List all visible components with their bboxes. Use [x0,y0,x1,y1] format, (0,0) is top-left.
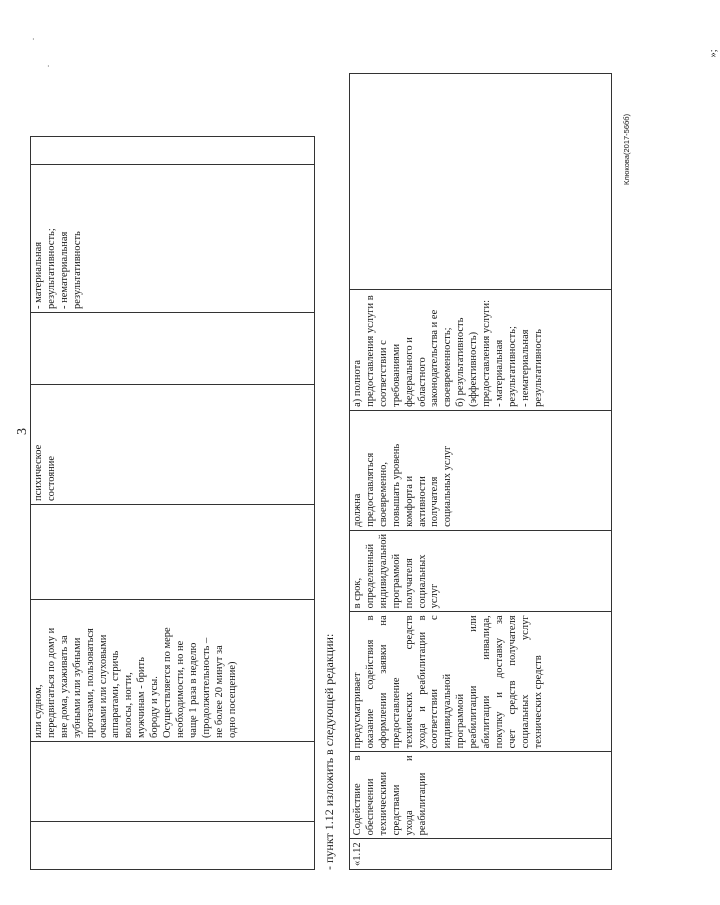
cell-line: соответствии с [377,340,389,407]
cell-line: своевременно, [377,462,389,527]
cell-line: психическое [33,444,44,501]
cell-line: - материальная [493,339,505,407]
cell-line: покупку и доставку за [493,615,505,749]
cell-line: вне дома, ухаживать за [58,635,70,738]
cell-line: передвигаться по дому и [45,627,57,738]
scan-speck: · [32,35,35,44]
cell-line: результативность; [45,228,57,309]
cell-line: предусматривает [352,672,363,749]
service-term-cell [350,530,612,612]
cell-line: ухода и реабилитации в [416,615,428,749]
cell-line: зубными или зубными [71,637,83,738]
top-cell-description [31,600,315,742]
cell-line: комфорта и [403,475,415,527]
cell-line: результативность [71,231,83,309]
cell-line: должна [352,493,363,527]
cell-line: - нематериальная [58,231,70,309]
cell-line: (эффективность) [468,331,480,407]
row-number [350,839,612,870]
top-cell-indicators [31,165,315,313]
cell-line: индивидуальной [442,673,454,749]
cell-line: мужчинам - брить [136,657,148,738]
cell-line: предоставляться [364,452,376,527]
cell-line: федерального и [403,337,415,407]
cell-line: своевременность; [442,327,454,407]
cell-line: Содействие в [352,755,363,836]
cell-line: аппаратами, стричь [110,650,122,738]
page-number: 3 [15,428,30,435]
cell-line: не более 20 минут за [213,645,225,738]
scan-speck: · [47,62,50,71]
cell-line: получателя [429,476,441,527]
cell-line: техническими [377,771,389,836]
cell-line: результативность; [506,326,518,407]
cell-line: - материальная [33,241,44,309]
cell-line: ухода и [403,755,415,836]
cell-line: «1.12 [352,842,363,866]
cell-line: или судном, [33,684,44,738]
table-top [30,136,315,870]
top-cell-conditions [31,313,315,385]
closing-mark: »; [707,49,719,58]
cell-line: требованиями [390,343,402,407]
cell-line: социальных услуг [519,615,531,749]
top-cell-service [31,742,315,822]
cell-line: одно посещение) [226,661,238,738]
cell-line: предоставления услуги в [364,295,376,407]
cell-line: активности [416,476,428,527]
cell-line: предоставления услуги: [481,299,493,407]
service-quality-cell [350,410,612,530]
cell-line: социальных [416,554,428,609]
cell-line: программой [390,553,402,609]
cell-line: технических средств [403,615,415,749]
cell-line: протезами, пользоваться [84,628,96,738]
top-cell-number [31,822,315,870]
cell-line: обеспечении [364,778,376,836]
service-name-cell [350,752,612,839]
cell-line: соответствии с [429,615,441,749]
cell-line: повышать уровень [390,443,402,527]
cell-line: очками или слуховыми [97,634,109,738]
cell-line: б) результативность [455,317,467,407]
service-indicators-cell [350,289,612,410]
table-top-row [31,137,315,870]
cell-line: областного [416,357,428,407]
cell-line: предоставление [390,677,402,749]
cell-line: программой [455,693,467,749]
cell-line: в срок, [352,577,363,609]
cell-line: технических средств [532,655,544,749]
cell-line: реабилитации или [468,615,480,749]
cell-line: состояние [45,455,57,501]
cell-line: счет средств получателя [506,615,518,749]
cell-line: индивидуальной [377,533,389,609]
instruction-text: - пункт 1.12 изложить в следующей редакции: [322,633,336,870]
cell-line: услуг [429,583,441,609]
cell-line: реабилитации [416,772,428,836]
author-stamp: Клюкова(2017-56бб) [622,113,631,185]
cell-line: определенный [364,543,376,609]
top-cell-term [31,505,315,600]
table-bottom-row [350,73,612,869]
cell-line: - нематериальная [519,329,531,407]
cell-line: социальных услуг [442,445,454,527]
cell-line: (продолжительность – [200,637,212,738]
cell-line: необходимости, но не [174,640,186,738]
cell-line: а) полнота [352,360,363,407]
cell-line: волосы, ногти, [123,672,135,738]
cell-line: бороду и усы. [149,676,161,738]
cell-line: чаще 1 раза в неделю [187,642,199,738]
cell-line: получателя [403,558,415,609]
cell-line: средствами [390,784,402,836]
service-description-cell [350,612,612,752]
cell-line: оформлении заявки на [377,615,389,749]
cell-line: результативность [532,329,544,407]
cell-line: законодательства и ее [429,309,441,407]
top-cell-quality [31,385,315,505]
top-cell-extra [31,137,315,165]
cell-line: оказание содействия в [364,615,376,749]
cell-line: абилитации инвалида, [481,615,493,749]
cell-line: Осуществляется по мере [162,627,174,738]
